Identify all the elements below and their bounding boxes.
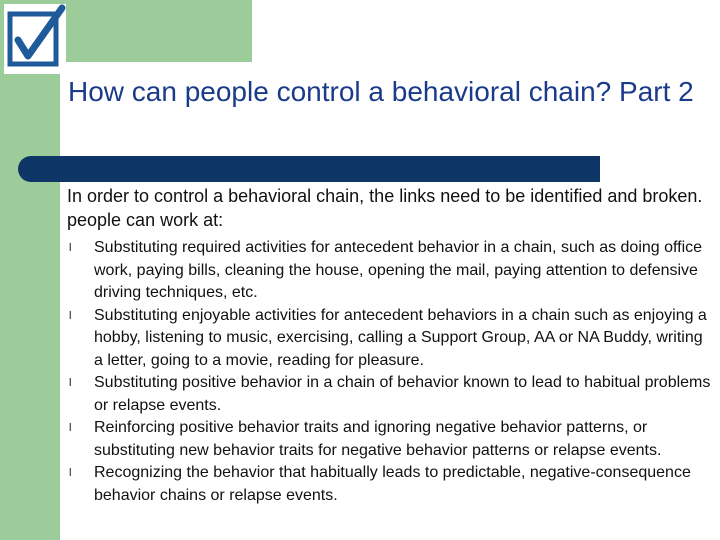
list-item [67,417,715,462]
checkbox-check-icon [4,4,66,74]
bullet-text: Reinforcing positive behavior traits and ignoring negative behavior patterns, or substituting new behavior traits for negative behavior patterns or relapse events. [94,419,662,459]
title-divider [18,156,600,182]
bullet-text: Substituting positive behavior in a chain of behavior known to lead to habitual problems or relapse events. [94,374,711,414]
bullet-text: Recognizing the behavior that habitually leads to predictable, negative‑consequence behavior chains or relapse events. [94,464,691,504]
list-item [67,305,715,373]
bullet-text: Substituting required activities for antecedent behavior in a chain, such as doing office work, paying bills, cleaning the house, opening the mail, paying attention to defensive driving techniques, etc. [94,239,703,301]
bullet-icon: l [69,377,72,389]
bullet-icon: l [69,242,72,254]
bullet-list [67,237,715,507]
bullet-icon: l [69,309,72,322]
bullet-icon: l [69,422,72,434]
slide-title: How can people control a behavioral chain? Part 2 [68,76,694,107]
list-item [67,237,715,305]
list-item [67,462,715,507]
list-item [67,372,715,417]
sidebar-accent [0,0,60,540]
bullet-text: Substituting enjoyable activities for antecedent behaviors in a chain such as enjoying a hobby, listening to music, exercising, calling a Support Group, AA or NA Buddy, writing a letter, going to a movie, reading for pleasure. [94,306,707,369]
bullet-icon: l [69,467,72,479]
intro-text: In order to control a behavioral chain, the links need to be identified and broken. people can work at: [67,186,703,230]
